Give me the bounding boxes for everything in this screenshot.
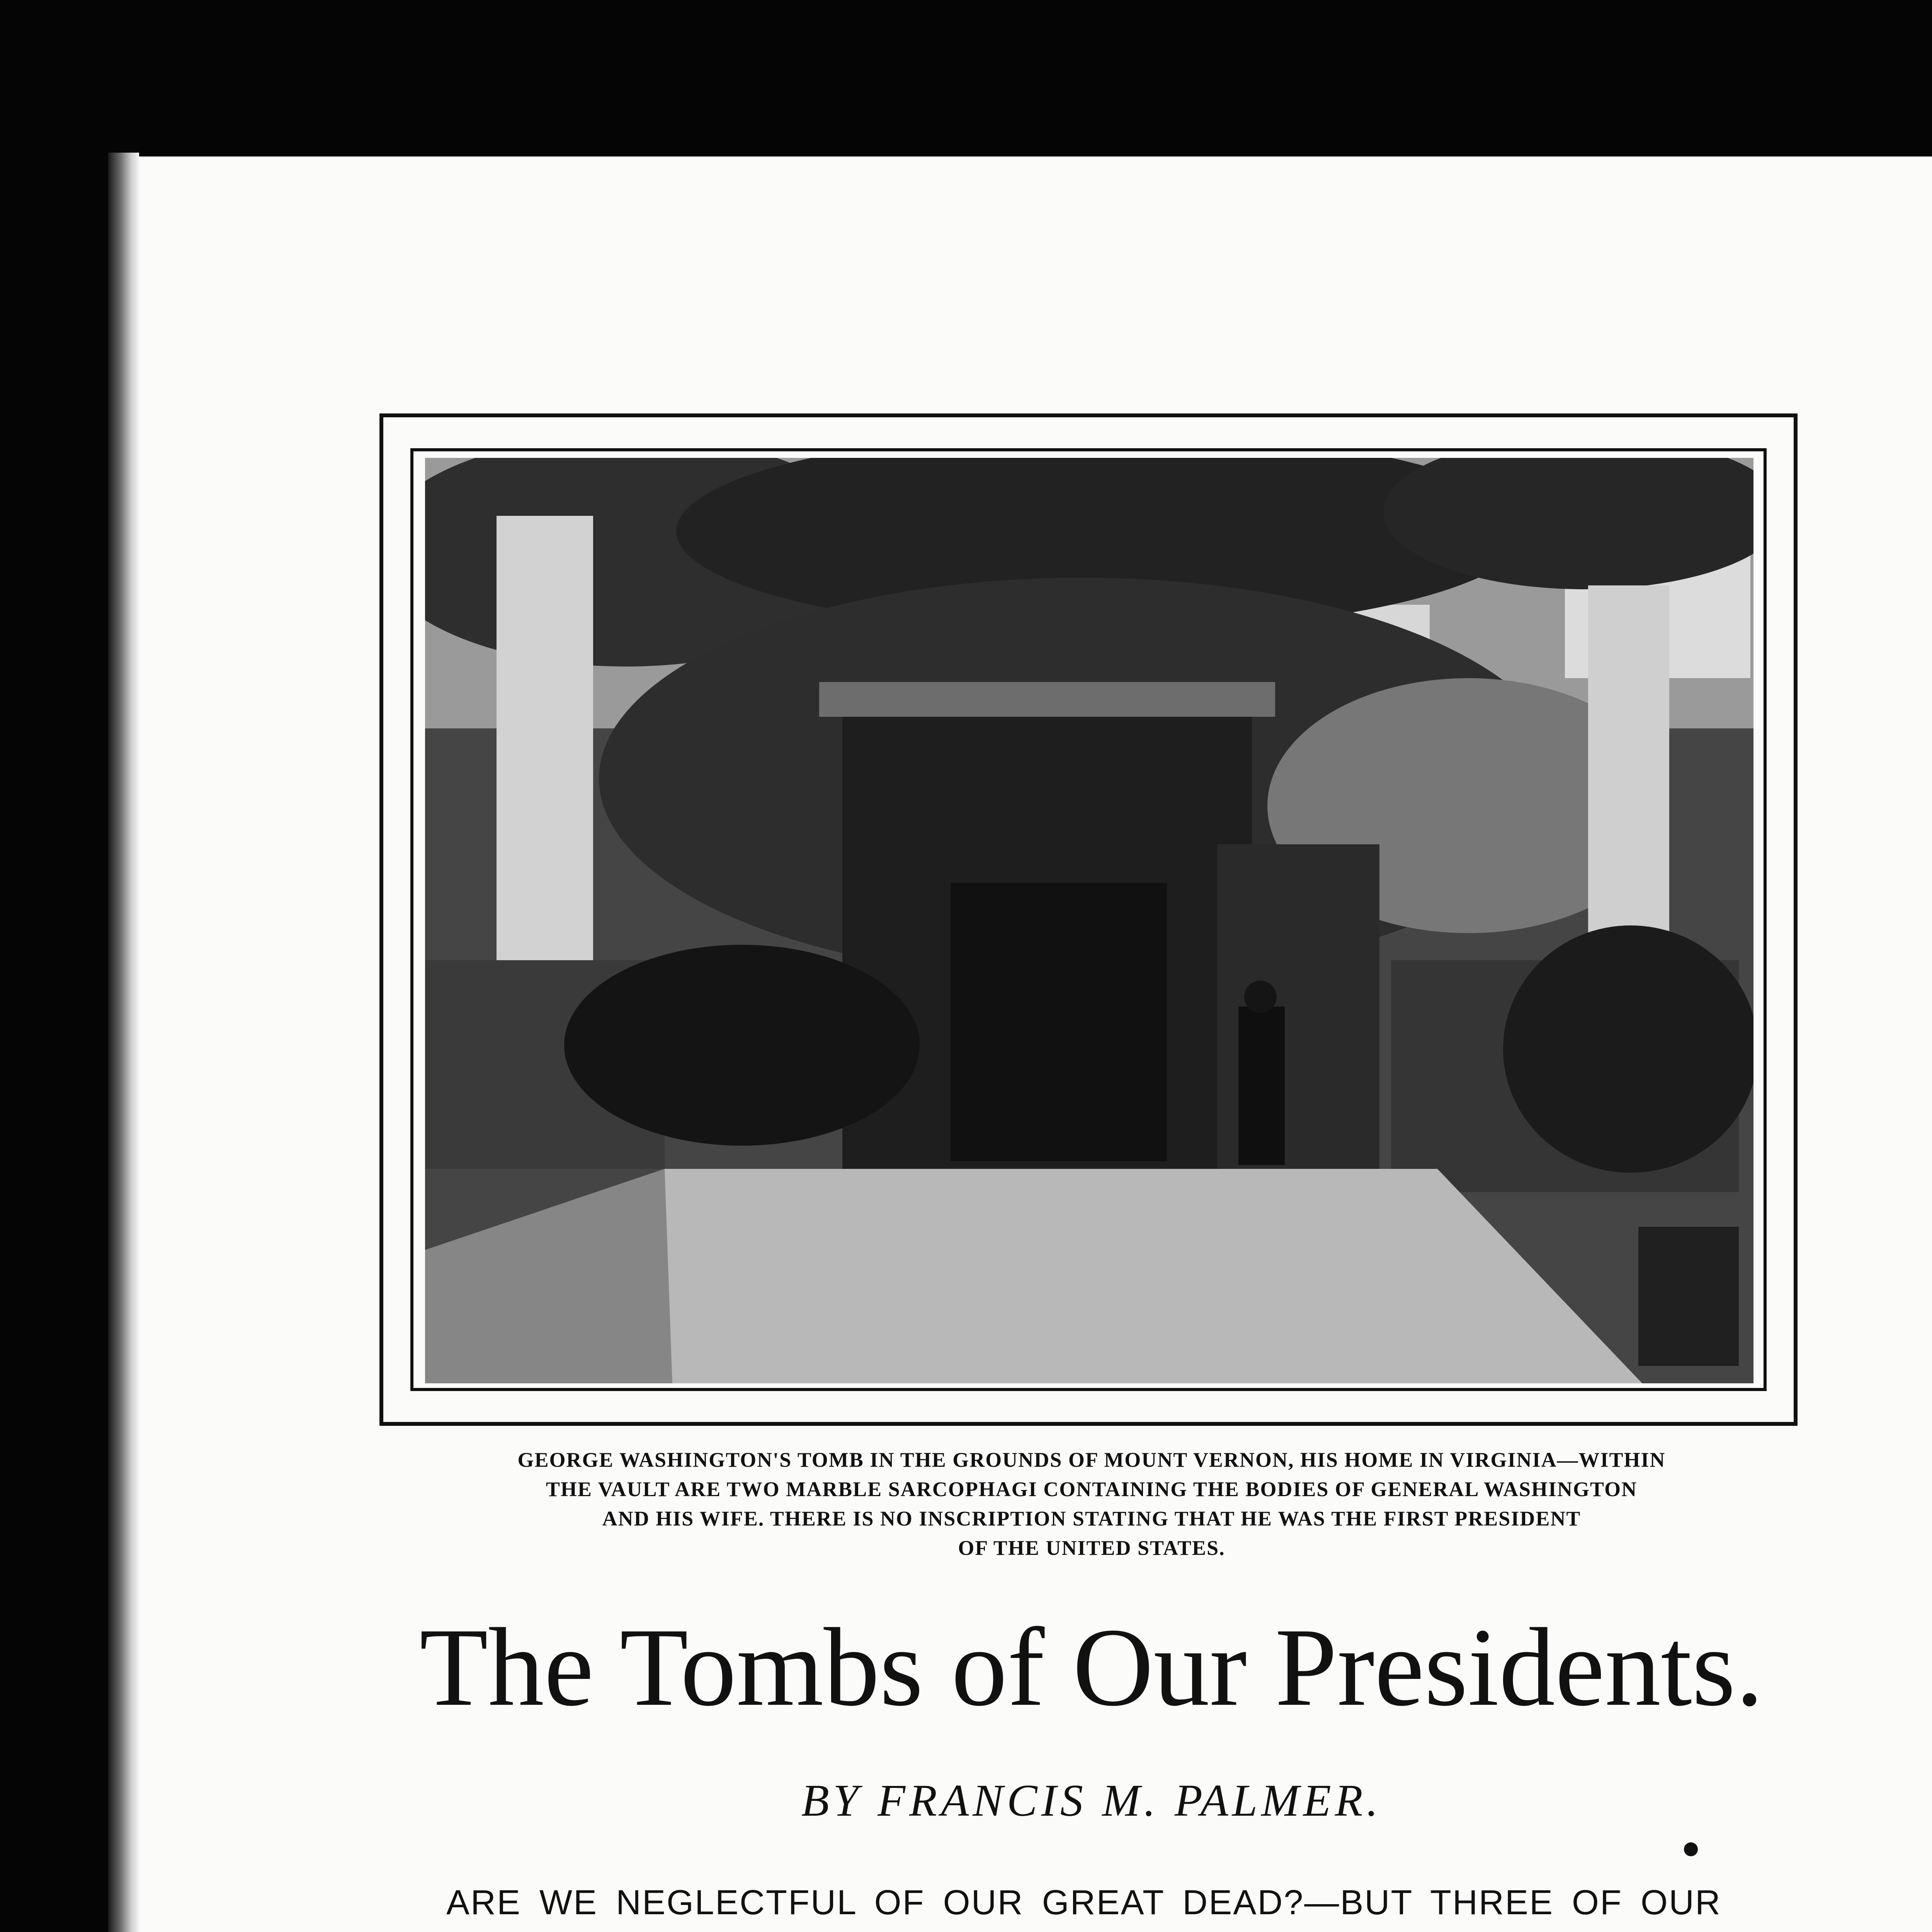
photo-caption xyxy=(348,1445,1835,1563)
article-summary: ARE WE NEGLECTFUL OF OUR GREAT DEAD?—BUT THREE OF OUR xyxy=(446,1883,1721,1922)
caption-line: THE VAULT ARE TWO MARBLE SARCOPHAGI CONTAINING THE BODIES OF GENERAL WASHINGTON xyxy=(546,1478,1638,1501)
article-title: The Tombs of Our Presidents. xyxy=(419,1605,1764,1729)
page-left-edge xyxy=(108,153,139,1932)
caption-line: OF THE UNITED STATES. xyxy=(958,1536,1225,1560)
tomb-photograph xyxy=(425,458,1753,1383)
ornament-dot xyxy=(1684,1842,1698,1856)
caption-line: GEORGE WASHINGTON'S TOMB IN THE GROUNDS OF MOUNT VERNON, HIS HOME IN VIRGINIA—WITHIN xyxy=(517,1448,1666,1471)
tomb-photograph-icon xyxy=(425,458,1753,1383)
caption-line: AND HIS WIFE. THERE IS NO INSCRIPTION STATING THAT HE WAS THE FIRST PRESIDENT xyxy=(602,1507,1581,1530)
article-byline: BY FRANCIS M. PALMER. xyxy=(801,1775,1382,1826)
